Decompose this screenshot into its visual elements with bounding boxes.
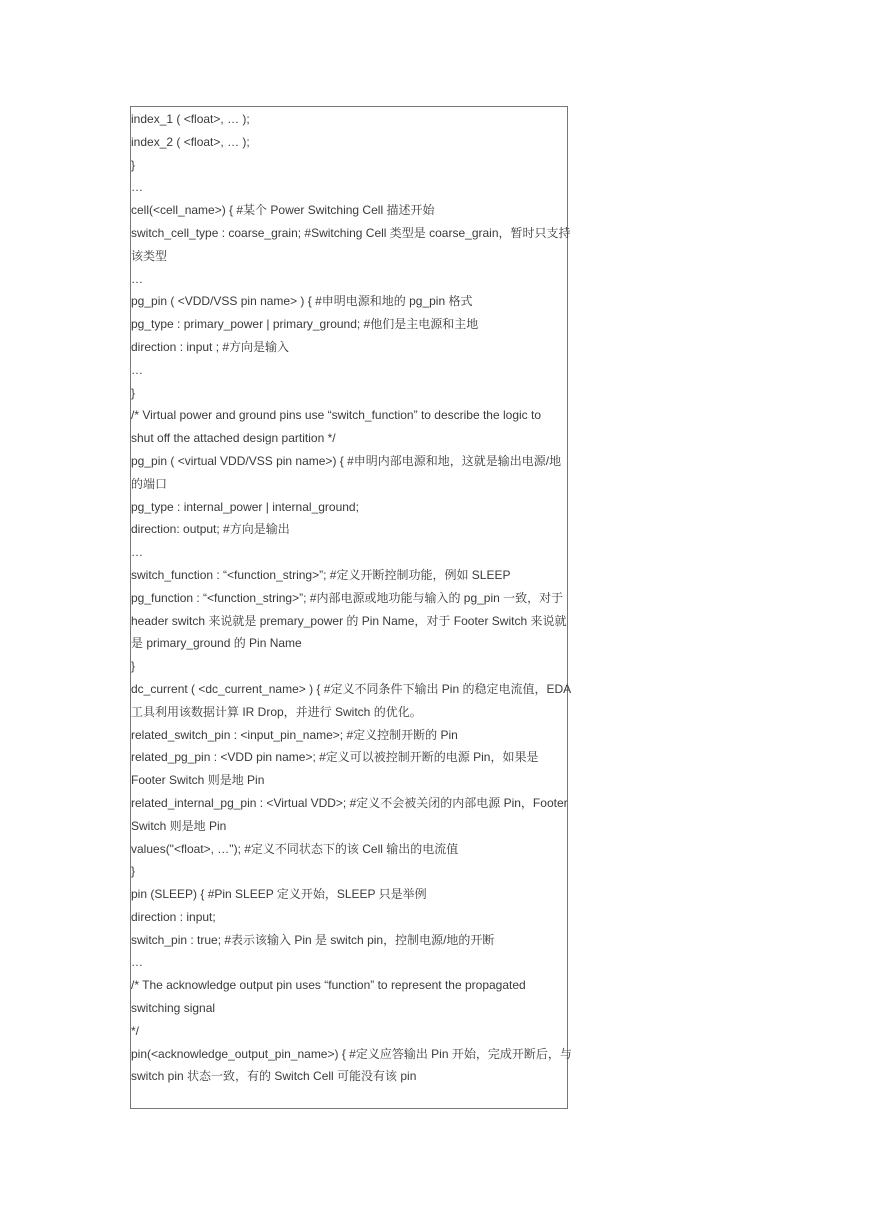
code-line: /* Virtual power and ground pins use “switch_function” to describe the logic to xyxy=(131,408,542,423)
code-line: cell(<cell_name>) { #某个 Power Switching Cell 描述开始 xyxy=(131,203,435,218)
code-line: … xyxy=(131,362,143,377)
code-line: dc_current ( <dc_current_name> ) { #定义不同条件下输出 Pin 的稳定电流值，EDA 工具利用该数据计算 IR Drop，并进行 Switch 的优化。 xyxy=(131,681,574,719)
code-line: … xyxy=(131,271,143,286)
code-line: pin (SLEEP) { #Pin SLEEP 定义开始，SLEEP 只是举例 xyxy=(131,887,427,902)
code-line: /* The acknowledge output pin uses “function” to represent the propagated switching signal xyxy=(131,978,530,1016)
code-line: index_1 ( <float>, … ); xyxy=(131,112,250,126)
code-line: switch_function : “<function_string>”; #定义开断控制功能，例如 SLEEP xyxy=(131,567,511,582)
code-line: … xyxy=(131,545,143,560)
code-line: shut off the attached design partition */ xyxy=(131,431,336,446)
code-line: … xyxy=(131,180,143,195)
code-line: related_internal_pg_pin : <Virtual VDD>; #定义不会被关闭的内部电源 Pin，Footer Switch 则是地 Pin xyxy=(131,795,571,833)
code-line: } xyxy=(131,659,136,674)
code-line: pg_type : primary_power | primary_ground; #他们是主电源和主地 xyxy=(131,317,479,332)
code-line: related_pg_pin : <VDD pin name>; #定义可以被控制开断的电源 Pin，如果是 Footer Switch 则是地 Pin xyxy=(131,750,542,788)
code-line: pg_function : “<function_string>”; #内部电源或地功能与输入的 pg_pin 一致，对于 header switch 来说就是 premary_power 的 Pin Name，对于 Footer Switch 来说就是 primary_ground 的 Pin Name xyxy=(131,590,567,651)
code-line: direction : input ; #方向是输入 xyxy=(131,339,290,354)
code-line: } xyxy=(131,157,136,172)
code-line: pg_pin ( <VDD/VSS pin name> ) { #申明电源和地的 pg_pin 格式 xyxy=(131,294,473,309)
code-line: switch_cell_type : coarse_grain; #Switching Cell 类型是 coarse_grain，暂时只支持该类型 xyxy=(131,225,571,263)
code-line: values("<float>, …"); #定义不同状态下的该 Cell 输出的电流值 xyxy=(131,841,459,856)
code-listing xyxy=(130,106,576,1109)
code-line: */ xyxy=(131,1023,140,1038)
code-line: pg_type : internal_power | internal_ground; xyxy=(131,499,359,514)
code-line: direction : input; xyxy=(131,909,216,924)
code-line: … xyxy=(131,955,143,970)
code-line: pin(<acknowledge_output_pin_name>) { #定义应答输出 Pin 开始，完成开断后，与 switch pin 状态一致，有的 Switch Cell 可能没有该 pin xyxy=(131,1046,576,1084)
code-line: } xyxy=(131,385,136,400)
code-line: switch_pin : true; #表示该输入 Pin 是 switch pin，控制电源/地的开断 xyxy=(131,932,495,947)
code-line: pg_pin ( <virtual VDD/VSS pin name>) { #申明内部电源和地，这就是输出电源/地的端口 xyxy=(131,453,562,491)
code-line: related_switch_pin : <input_pin_name>; #定义控制开断的 Pin xyxy=(131,727,458,742)
code-line: index_2 ( <float>, … ); xyxy=(131,134,250,149)
code-line: } xyxy=(131,864,136,879)
code-line: direction: output; #方向是输出 xyxy=(131,522,290,537)
